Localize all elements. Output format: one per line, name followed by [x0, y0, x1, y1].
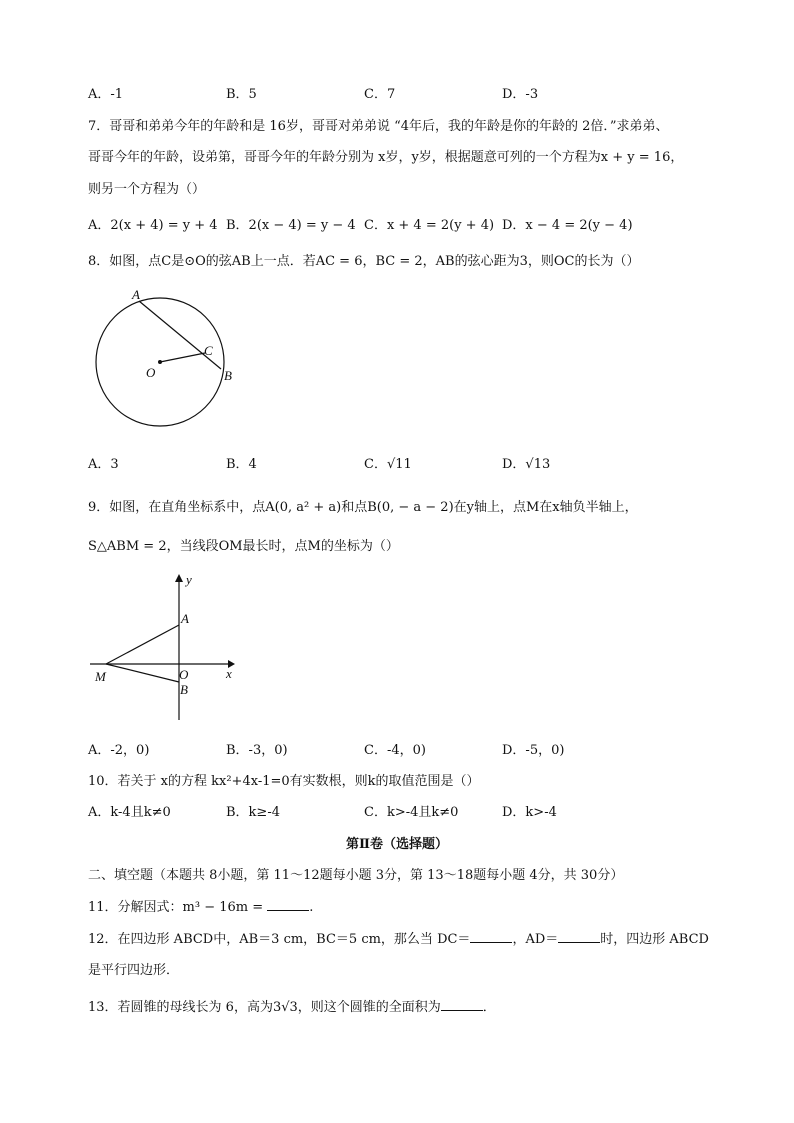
q8-option-c: C．√11 [364, 457, 412, 472]
question-11 [88, 896, 734, 915]
segment-ma [106, 625, 179, 664]
q11-text: 11．分解因式：m³ − 16m = [88, 900, 264, 915]
q9-coordinate-figure [88, 570, 248, 725]
label-o: O [146, 365, 156, 380]
section-2-title: 第Ⅱ卷（选择题） [346, 837, 448, 852]
q7-option-d: D．x − 4 = 2(y − 4) [502, 218, 633, 233]
label-a: A [132, 287, 140, 302]
q8-option-a: A．3 [88, 457, 119, 472]
label-m: M [95, 669, 106, 684]
q12-part-3: 时，四边形 ABCD [600, 932, 709, 947]
q8-option-b: B．4 [226, 457, 257, 472]
q12-line-2: 是平行四边形． [88, 963, 180, 978]
question-13 [88, 996, 734, 1015]
q12-ad-blank[interactable] [558, 942, 600, 943]
segment-mb [106, 664, 179, 682]
q6-option-a: A．-1 [88, 87, 124, 102]
q7-line-3: 则另一个方程为（） [88, 182, 206, 197]
q10-option-b: B．k≥-4 [226, 805, 280, 820]
segment-oc [160, 353, 205, 362]
q13-end: ． [482, 1000, 496, 1015]
label-o: O [179, 667, 189, 682]
q9-option-c: C．-4，0) [364, 743, 426, 758]
q6-option-c: C．7 [364, 87, 396, 102]
q9-line-1: 9．如图，在直角坐标系中，点A(0, a² + a)和点B(0, − a − 2)在y轴上，点M在x轴负半轴上， [88, 500, 638, 515]
q7-line-2: 哥哥今年的年龄，设弟第，哥哥今年的年龄分别为 x岁，y岁，根据题意可列的一个方程为x + y = 16， [88, 150, 684, 165]
q9-option-d: D．-5，0) [502, 743, 565, 758]
q12-dc-blank[interactable] [470, 942, 512, 943]
chord-ab [139, 301, 221, 369]
q6-option-b: B．5 [226, 87, 257, 102]
q10-option-a: A．k-4且k≠0 [88, 805, 171, 820]
label-c: C [204, 343, 213, 358]
q6-option-d: D．-3 [502, 87, 539, 102]
label-b: B [224, 368, 232, 383]
q9-line-2: S△ABM = 2，当线段OM最长时，点M的坐标为（） [88, 539, 399, 554]
q10-line-1: 10．若关于 x的方程 kx²+4x-1=0有实数根，则k的取值范围是（） [88, 774, 480, 789]
q7-option-a: A．2(x + 4) = y + 4 [88, 218, 218, 233]
q11-answer-blank[interactable] [267, 910, 309, 911]
q12-part-1: 12．在四边形 ABCD中，AB＝3 cm，BC＝5 cm，那么当 DC＝ [88, 932, 471, 947]
q7-option-c: C．x + 4 = 2(y + 4) [364, 218, 495, 233]
y-axis-arrow [175, 574, 183, 582]
label-a: A [181, 611, 189, 626]
q10-option-c: C．k>-4且k≠0 [364, 805, 459, 820]
q8-option-d: D．√13 [502, 457, 551, 472]
q7-line-1: 7．哥哥和弟弟今年的年龄和是 16岁，哥哥对弟弟说 “4年后，我的年龄是你的年龄的 2倍．”求弟弟、 [88, 119, 669, 134]
q13-answer-blank[interactable] [441, 1010, 483, 1011]
q10-option-d: D．k>-4 [502, 805, 557, 820]
center-point [158, 360, 162, 364]
q9-option-b: B．-3，0) [226, 743, 288, 758]
q8-circle-figure [88, 285, 248, 435]
q7-option-b: B．2(x − 4) = y − 4 [226, 218, 356, 233]
q12-line-1 [88, 928, 734, 947]
q11-end: . [309, 900, 314, 915]
q13-text: 13．若圆锥的母线长为 6，高为3√3，则这个圆锥的全面积为 [88, 1000, 441, 1015]
q12-part-2: ，AD＝ [512, 932, 559, 947]
q9-option-a: A．-2，0) [88, 743, 150, 758]
q8-line-1: 8．如图，点C是⊙O的弦AB上一点．若AC = 6，BC = 2，AB的弦心距为3，则OC的长为（） [88, 254, 640, 269]
section-2-instructions: 二、填空题（本题共 8小题，第 11～12题每小题 3分，第 13～18题每小题 4分，共 30分） [88, 868, 624, 883]
label-x: x [226, 666, 232, 681]
label-b: B [180, 682, 188, 697]
label-y: y [186, 572, 192, 587]
